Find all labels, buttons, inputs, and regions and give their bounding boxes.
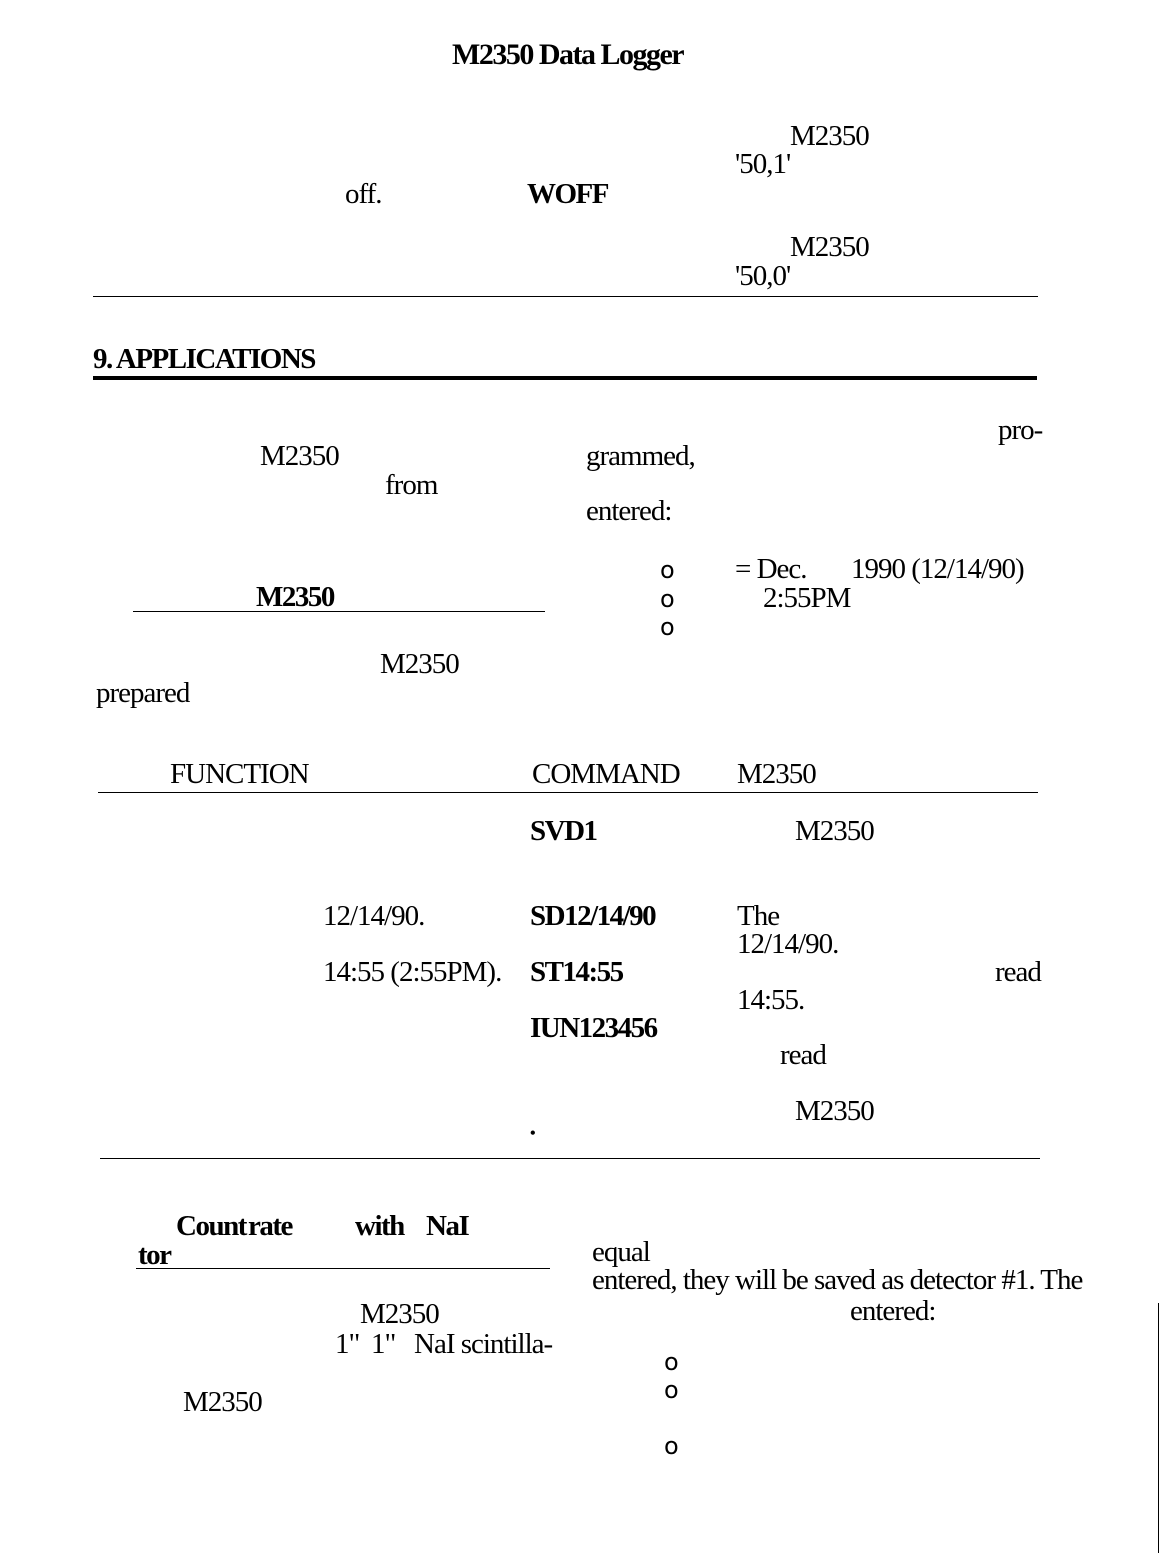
table-header-rule [98,792,1038,793]
subheading-rule [133,611,545,612]
text-equal: equal [592,1236,650,1268]
bullet-marker: o [664,1432,679,1460]
table-cell-response-2: 14:55. [737,984,805,1016]
top-cmd-501: '50,1' [735,148,791,180]
tick-mark: • [530,1125,536,1142]
text-nai-scintillator: NaI scintilla- [414,1328,553,1360]
subheading-nai: NaI [426,1210,469,1242]
scan-edge-line [1158,1303,1159,1553]
text-m2350-3: M2350 [360,1298,439,1330]
table-cell-command: SVD1 [530,815,597,847]
table-cell-response: The [737,900,780,932]
section-rule [93,376,1037,380]
text-m2350-1: M2350 [260,440,339,472]
table-cell-command: IUN123456 [530,1012,657,1044]
section-heading: 9. APPLICATIONS [93,343,315,375]
top-divider [93,296,1038,297]
subheading-m2350: M2350 [256,581,334,613]
table-cell-response: read [780,1039,826,1071]
table-cell-response: read [995,956,1041,988]
bullet-text-year: 1990 (12/14/90) [851,553,1024,585]
subheading-tor: tor [138,1239,171,1271]
document-header: M2350 Data Logger [452,38,684,71]
bottom-subheading-rule [136,1268,550,1269]
bullet-text-date: = Dec. [735,553,807,585]
text-prepared: prepared [96,677,190,709]
text-grammed: grammed, [586,440,695,472]
top-cmd-woff: WOFF [527,178,608,210]
subheading-with: with [355,1210,404,1242]
table-cell-command: ST14:55 [530,956,623,988]
text-m2350-2: M2350 [380,648,459,680]
table-cell-response: M2350 [795,815,874,847]
text-m2350-4: M2350 [183,1386,262,1418]
top-text-m2350-b: M2350 [790,231,869,263]
table-cell-command: SD12/14/90 [530,900,656,932]
text-pro: pro- [998,414,1043,446]
bullet-text-time: 2:55PM [763,582,851,614]
table-cell-function: 14:55 (2:55PM). [323,956,502,988]
text-entered-2: entered: [850,1295,936,1327]
bullet-marker: o [660,556,675,584]
table-cell-response-2: 12/14/90. [737,928,839,960]
text-size-2: 1" [371,1328,396,1360]
subheading-rate: rate [248,1210,292,1242]
top-text-m2350: M2350 [790,120,869,152]
table-header-m2350: M2350 [737,758,816,790]
bullet-marker: o [660,585,675,613]
table-cell-response: M2350 [795,1095,874,1127]
table-bottom-rule [100,1158,1040,1159]
text-entered-line: entered, they will be saved as detector #1. The [592,1264,1083,1296]
table-header-command: COMMAND [532,758,680,790]
table-cell-function: 12/14/90. [323,900,425,932]
text-size: 1" [335,1328,360,1360]
bullet-marker: o [660,613,675,641]
subheading-count: Count [176,1210,246,1242]
top-text-off: off. [345,178,382,210]
top-cmd-500: '50,0' [735,260,791,292]
text-from: from [385,469,438,501]
bullet-marker: o [664,1376,679,1404]
bullet-marker: o [664,1348,679,1376]
table-header-function: FUNCTION [170,758,309,790]
text-entered: entered: [586,495,672,527]
